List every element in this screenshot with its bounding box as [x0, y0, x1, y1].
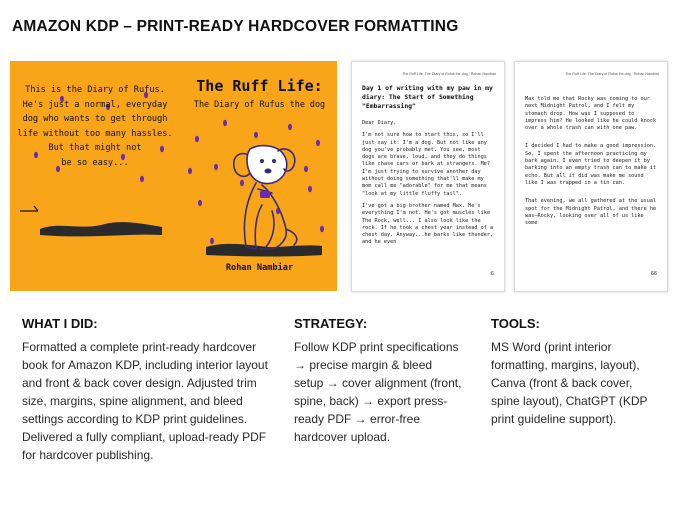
- strategy-heading: STRATEGY:: [294, 316, 368, 331]
- page-body: [362, 120, 496, 252]
- back-cover-blurb: This is the Diary of Rufus. He's just a normal, everyday dog who wants to get through life without too many hassles. But that might not be so easy...: [17, 85, 173, 168]
- front-cover-title: The Ruff Life:: [196, 77, 323, 95]
- running-header: The Ruff Life: The Diary of Rufus the dog · Rohan Nambiar: [402, 72, 496, 76]
- tools-heading: TOOLS:: [491, 316, 540, 331]
- chapter-title: Day 1 of writing with my paw in my diary: The Start of Something "Embarrassing": [362, 84, 493, 111]
- page-body: [525, 96, 659, 238]
- front-cover-author: Rohan Nambiar: [225, 263, 294, 273]
- tools-text: MS Word (print interior formatting, margins, layout), Canva (front & back cover, spine layout), ChatGPT (KDP print guideline support).: [491, 340, 648, 426]
- paragraph: Dear Diary,: [362, 120, 397, 126]
- paragraph: I'm not sure how to start this, so I'll just say it: I'm a dog. But not like any dog you've probably met. You see, most dogs are brave, loud, and they do things like chase cars or bark at strangers. Me? I'm just trying to survive another day without doing something that'll make my mom call me "adorable" for me that means "look at my little fluffy tail".: [362, 132, 491, 197]
- paragraph: Max told me that Rocky was coming to our next Midnight Patrol, and I felt my stomach drop. How was I supposed to impress him? He looked like he could knock over a whole trash can with one paw.: [525, 96, 657, 132]
- what-i-did-heading: WHAT I DID:: [22, 316, 98, 331]
- paragraph: I decided I had to make a good impression. So, I spent the afternoon practicing my bark again. I even tried to deepen it by barking into an empty trash can to make it echo. But all it did was make me sound like I was trapped in a tin can.: [525, 143, 657, 186]
- interior-page-right: [514, 61, 668, 292]
- page-title: AMAZON KDP – PRINT-READY HARDCOVER FORMATTING: [12, 18, 459, 35]
- strategy-text: Follow KDP print specifications → precise margin & bleed setup → cover alignment (front, spine, back) → export press-ready PDF → error-free hardcover upload.: [294, 340, 462, 444]
- paragraph: That evening, we all gathered at the usual spot for the Midnight Patrol, and there he was—Rocky, looking over all of us like some: [525, 198, 657, 227]
- what-i-did-text: Formatted a complete print-ready hardcover book for Amazon KDP, including interior layout and front & back cover design. Adjusted trim size, margins, spine alignment, and bleed settings according to KDP print guidelines. Delivered a fully compliant, upload-ready PDF for hardcover publishing.: [22, 340, 268, 462]
- book-cover-spread: [10, 61, 337, 291]
- interior-page-left: [351, 61, 505, 292]
- paragraph: I've got a big brother named Max. He's everything I'm not. He's got muscles like The Rock, well... I also look like the rock. If he took a chest year instead of a chest day. Anyway...he barks like thunder, and he even: [362, 202, 494, 246]
- running-header: The Ruff Life: The Diary of Rufus the dog · Rohan Nambiar: [565, 72, 659, 76]
- page-number: 66: [650, 271, 657, 277]
- page-number: 6: [490, 271, 494, 277]
- front-cover-subtitle: The Diary of Rufus the dog: [193, 99, 326, 109]
